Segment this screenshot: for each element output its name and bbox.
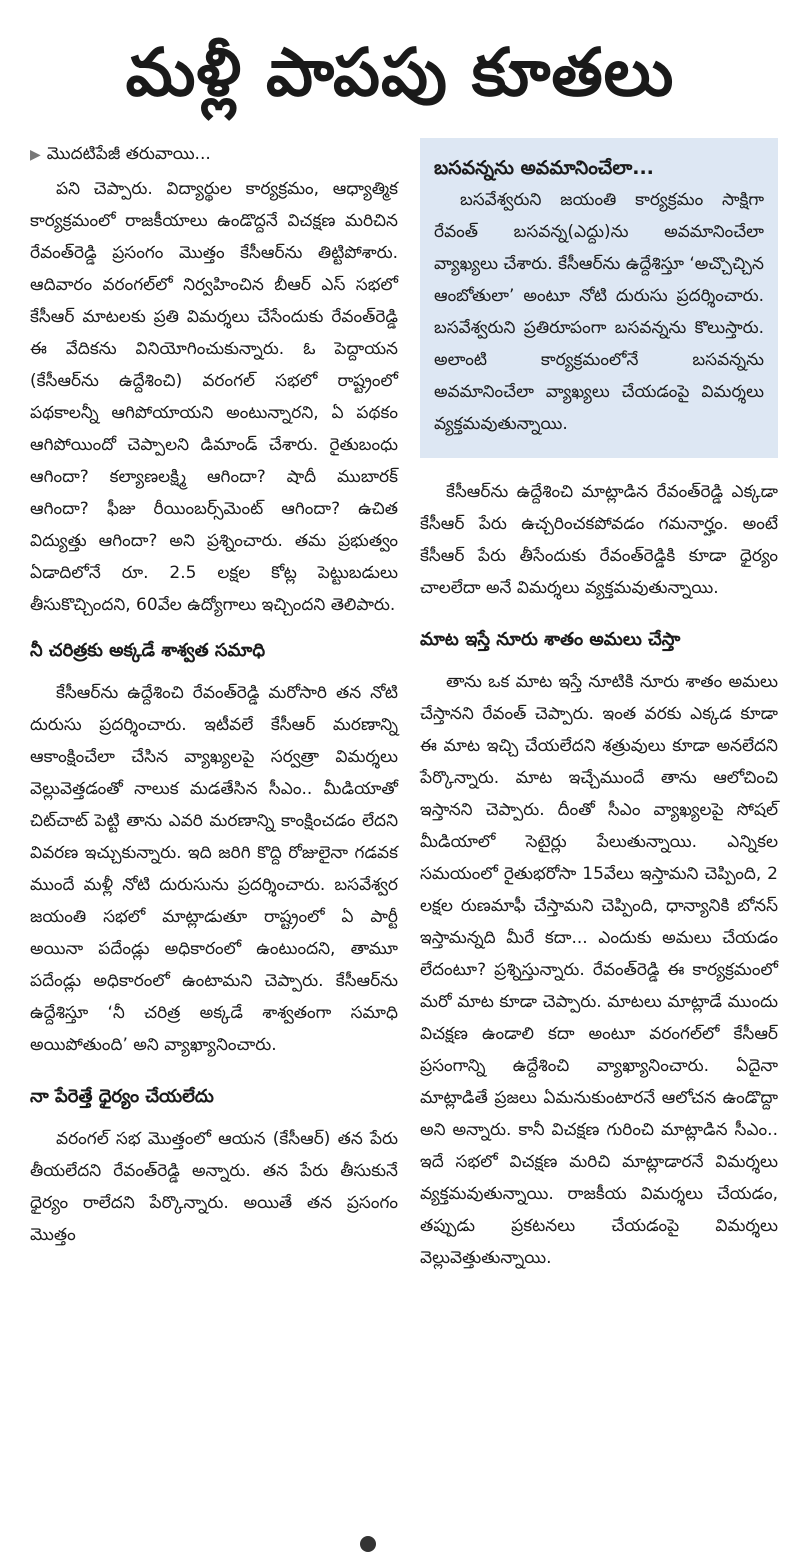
subheading: మాట ఇస్తే నూరు శాతం అమలు చేస్తా xyxy=(420,629,681,650)
headline: మళ్లీ పాపపు కూతలు xyxy=(125,34,675,111)
subheading: నీ చరిత్రకు అక్కడే శాశ్వత సమాధి xyxy=(30,640,266,661)
arrow-right-icon: ▶ xyxy=(30,147,41,163)
left-column xyxy=(30,138,398,1251)
sidebar-box xyxy=(420,138,778,458)
article-paragraph: తాను ఒక మాట ఇస్తే నూటికి నూరు శాతం అమలు చేస్తానని రేవంత్ చెప్పారు. ఇంత వరకు ఎక్కడ కూడా ఈ మాట ఇచ్చి చేయలేదని శత్రువులు కూడా అనలేదని పేర్కొన్నారు. మాట ఇచ్చేముందే తాను ఆలోచించి ఇస్తానని చెప్పారు. దీంతో సీఎం వ్యాఖ్యలపై సోషల్ మీడియాలో సెటైర్లు పేలుతున్నాయి. ఎన్నికల సమయంలో రైతుభరోసా 15వేలు ఇస్తామని చెప్పింది, 2 లక్షల రుణమాఫీ చేస్తామని చెప్పింది, ధాన్యానికి బోనస్ ఇస్తామన్నది మీరే కదా... ఎందుకు అమలు చేయడం లేదంటూ? ప్రశ్నిస్తున్నారు. రేవంత్‌రెడ్డి ఈ కార్యక్రమంలో మరో మాట కూడా చెప్పారు. మాటలు మాట్లాడే ముందు విచక్షణ ఉండాలి కదా అంటూ వరంగల్‌లో కేసీఆర్ ప్రసంగాన్ని ఉద్దేశించి వ్యాఖ్యానించారు. ఏదైనా మాట్లాడితే ప్రజలు ఏమనుకుంటారనే ఆలోచన ఉండొద్దా అని అన్నారు. కానీ విచక్షణ గురించి మాట్లాడిన సీఎం.. ఇదే సభలో విచక్షణ మరిచి మాట్లాడారనే విమర్శలు వ్యక్తమవుతున్నాయి. రాజకీయ విమర్శలు చేయడం, తప్పుడు ప్రకటనలు చేయడంపై విమర్శలు వెల్లువెత్తుతున్నాయి. xyxy=(420,672,778,1268)
article-paragraph: కేసీఆర్‌ను ఉద్దేశించి రేవంత్‌రెడ్డి మరోసారి తన నోటి దురుసు ప్రదర్శించారు. ఇటీవలే కేసీఆర్ మరణాన్ని ఆకాంక్షించేలా చేసిన వ్యాఖ్యలపై సర్వత్రా విమర్శలు వెల్లువెత్తడంతో నాలుక మడతేసిన సీఎం.. మీడియాతో చిట్‌చాట్ పెట్టి తాను ఎవరి మరణాన్ని కాంక్షించడం లేదని వివరణ ఇచ్చుకున్నారు. ఇది జరిగి కొద్ది రోజులైనా గడవక ముందే మళ్లీ నోటి దురుసును ప్రదర్శించారు. బసవేశ్వర జయంతి సభలో మాట్లాడుతూ రాష్ట్రంలో ఏ పార్టీ అయినా పదేండ్లు అధికారంలో ఉంటుందని, తామూ పదేండ్లు అధికారంలో ఉంటామని చెప్పారు. కేసీఆర్‌ను ఉద్దేశిస్తూ ‘నీ చరిత్ర అక్కడే శాశ్వతంగా సమాధి అయిపోతుంది’ అని వ్యాఖ్యానించారు. xyxy=(30,683,398,1055)
article-paragraph: పని చెప్పారు. విద్యార్థుల కార్యక్రమం, ఆధ్యాత్మిక కార్యక్రమంలో రాజకీయాలు ఉండొద్దనే విచక్షణ మరిచిన రేవంత్‌రెడ్డి ప్రసంగం మొత్తం కేసీఆర్‌ను తిట్టిపోశారు. ఆదివారం వరంగల్‌లో నిర్వహించిన బీఆర్ ఎస్ సభలో కేసీఆర్ మాటలకు ప్రతి విమర్శలు చేసేందుకు రేవంత్‌రెడ్డి ఈ వేదికను వినియోగించుకున్నారు. ఓ పెద్దాయన (కేసీఆర్‌ను ఉద్దేశించి) వరంగల్ సభలో రాష్ట్రంలో పథకాలన్నీ ఆగిపోయాయని అంటున్నారని, ఏ పథకం ఆగిపోయిందో చెప్పాలని డిమాండ్ చేశారు. రైతుబంధు ఆగిందా? కల్యాణలక్ష్మి ఆగిందా? షాదీ ముబారక్ ఆగిందా? ఫీజు రీయింబర్స్‌మెంట్ ఆగిందా? ఉచిత విద్యుత్తు ఆగిందా? అని ప్రశ్నించారు. తమ ప్రభుత్వం ఏడాదిలోనే రూ. 2.5 లక్షల కోట్ల పెట్టుబడులు తీసుకొచ్చిందని, 60వేల ఉద్యోగాలు ఇచ్చిందని తెలిపారు. xyxy=(30,179,398,615)
article-paragraph: కేసీఆర్‌ను ఉద్దేశించి మాట్లాడిన రేవంత్‌రెడ్డి ఎక్కడా కేసీఆర్ పేరు ఉచ్చరించకపోవడం గమనార్హం. అంటే కేసీఆర్ పేరు తీసేందుకు రేవంత్‌రెడ్డికి కూడా ధైర్యం చాలలేదా అనే విమర్శలు వ్యక్తమవుతున్నాయి. xyxy=(420,482,778,598)
right-column xyxy=(420,138,778,1274)
box-text: బసవేశ్వరుని జయంతి కార్యక్రమం సాక్షిగా రేవంత్ బసవన్న(ఎద్దు)ను అవమానించేలా వ్యాఖ్యలు చేశారు. కేసీఆర్‌ను ఉద్దేశిస్తూ ‘అచ్చొచ్చిన ఆంబోతులా’ అంటూ నోటి దురుసు ప్రదర్శించారు. బసవేశ్వరుని ప్రతిరూపంగా బసవన్నను కొలుస్తారు. అలాంటి కార్యక్రమంలోనే బసవన్నను అవమానించేలా వ్యాఖ్యలు చేయడంపై విమర్శలు వ్యక్తమవుతున్నాయి. xyxy=(434,190,764,434)
subheading: నా పేరెత్తే ధైర్యం చేయలేదు xyxy=(30,1086,214,1107)
continued-note xyxy=(30,138,398,171)
box-title: బసవన్నను అవమానించేలా... xyxy=(434,157,654,179)
article-paragraph: వరంగల్ సభ మొత్తంలో ఆయన (కేసీఆర్) తన పేరు తీయలేదని రేవంత్‌రెడ్డి అన్నారు. తన పేరు తీసుకునే ధైర్యం రాలేదని పేర్కొన్నారు. అయితే తన ప్రసంగం మొత్తం xyxy=(30,1129,398,1245)
continued-label: మొదటిపేజీ తరువాయి... xyxy=(46,144,211,164)
page-marker xyxy=(360,1536,376,1552)
